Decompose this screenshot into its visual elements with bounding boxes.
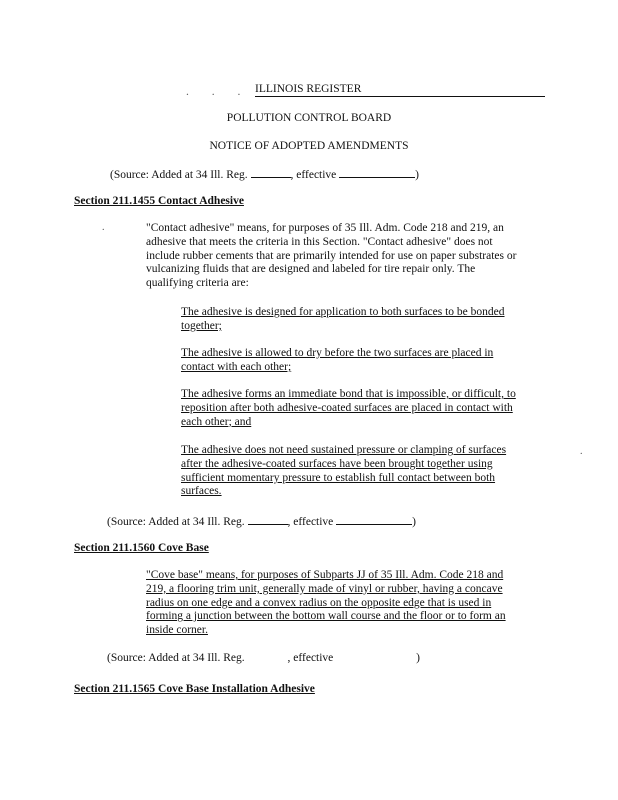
- date-blank: [336, 514, 412, 525]
- section-heading-1560: Section 211.1560 Cove Base: [74, 542, 209, 554]
- definition-line: radius on one edge and a convex radius on the opposite edge that is used in: [146, 596, 492, 609]
- definition-line: vulcanizing fluids that are designed and labeled for tire repair only. The: [146, 263, 476, 276]
- register-title-text: ILLINOIS REGISTER: [255, 83, 362, 95]
- criterion-line: The adhesive forms an immediate bond that is impossible, or difficult, to: [181, 388, 516, 400]
- criterion-line: The adhesive is designed for application to both surfaces to be bonded: [181, 306, 505, 318]
- notice-title: NOTICE OF ADOPTED AMENDMENTS: [209, 140, 409, 152]
- criterion-line: together;: [181, 319, 222, 332]
- volume-blank: [251, 167, 291, 178]
- margin-mark: .: [580, 446, 583, 457]
- definition-line: "Contact adhesive" means, for purposes of 35 Ill. Adm. Code 218 and 219, an: [146, 222, 504, 234]
- criterion-1: [181, 306, 505, 334]
- definition-line: forming a junction between the bottom wall course and the floor or to form an: [146, 610, 506, 623]
- register-title: [255, 83, 545, 97]
- source-close: ): [416, 652, 421, 664]
- definition-line: inside corner.: [146, 624, 208, 637]
- effective-text: , effective: [290, 169, 340, 181]
- criterion-line: contact with each other;: [181, 360, 292, 373]
- criterion-2: [181, 347, 493, 375]
- definition-cove-base: [146, 569, 506, 638]
- source-text: (Source: Added at 34 Ill. Reg.: [110, 169, 251, 181]
- effective-text: , effective: [287, 516, 337, 528]
- section-heading-1455: Section 211.1455 Contact Adhesive: [74, 195, 244, 207]
- source-close: ): [412, 516, 417, 528]
- section-heading-1565: Section 211.1565 Cove Base Installation Adhesive: [74, 683, 315, 695]
- definition-contact-adhesive: [146, 222, 516, 291]
- date-blank: [339, 167, 415, 178]
- source-line-1: [110, 167, 419, 182]
- definition-line: qualifying criteria are:: [146, 277, 249, 290]
- source-line-2: [107, 514, 416, 529]
- source-text: (Source: Added at 34 Ill. Reg.: [107, 516, 248, 528]
- definition-line: 219, a flooring trim unit, generally made of vinyl or rubber, having a concave: [146, 582, 503, 595]
- definition-line: "Cove base" means, for purposes of Subparts JJ of 35 Ill. Adm. Code 218 and: [146, 569, 504, 581]
- source-close: ): [415, 169, 420, 181]
- criterion-3: [181, 388, 516, 429]
- margin-mark: .: [102, 222, 105, 233]
- header-leader-dots: . . .: [186, 86, 251, 98]
- criterion-line: sufficient momentary pressure to establish full contact between both: [181, 471, 496, 484]
- criterion-line: each other; and: [181, 415, 252, 428]
- source-line-3: [107, 652, 420, 665]
- criterion-line: surfaces.: [181, 485, 222, 498]
- definition-line: adhesive that meets the criteria in this Section. "Contact adhesive" does not: [146, 235, 493, 248]
- criterion-4: [181, 444, 506, 499]
- criterion-line: after the adhesive-coated surfaces have been brought together using: [181, 457, 493, 470]
- volume-blank: [248, 514, 288, 525]
- criterion-line: The adhesive is allowed to dry before the two surfaces are placed in: [181, 347, 494, 359]
- criterion-line: reposition after both adhesive-coated surfaces are placed in contact with: [181, 401, 513, 414]
- effective-text: , effective: [287, 652, 337, 664]
- definition-line: include rubber cements that are primarily intended for use on paper substrates or: [146, 249, 517, 262]
- board-title: POLLUTION CONTROL BOARD: [226, 112, 392, 124]
- source-text: (Source: Added at 34 Ill. Reg.: [107, 652, 248, 664]
- criterion-line: The adhesive does not need sustained pressure or clamping of surfaces: [181, 444, 507, 456]
